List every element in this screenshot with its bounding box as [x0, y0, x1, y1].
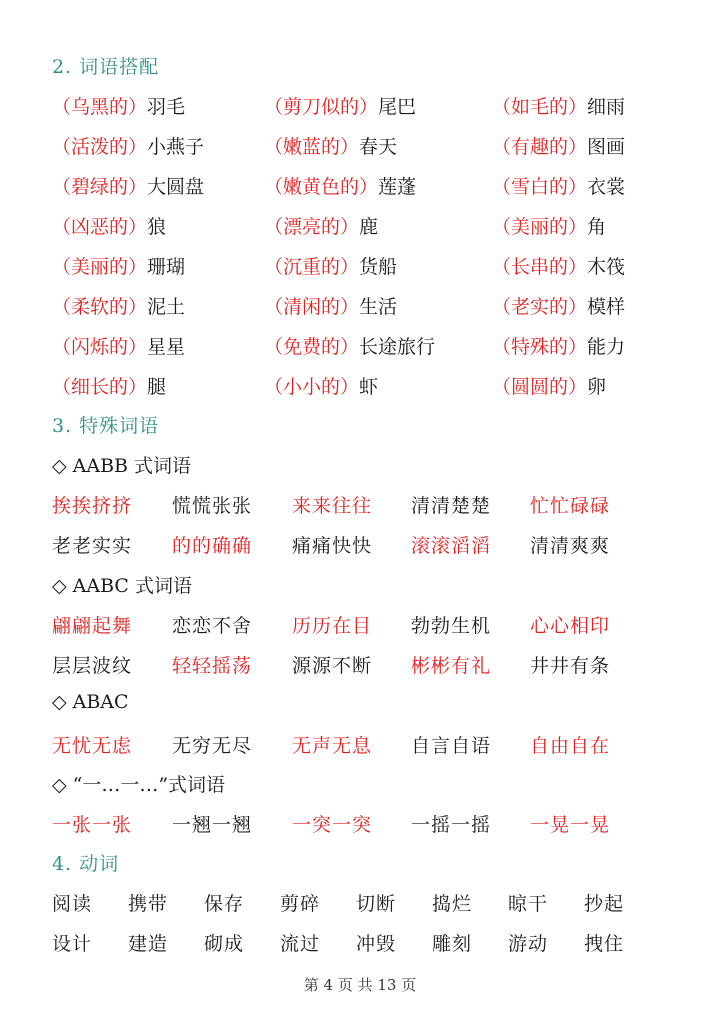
collocation-adjective: 柔软的: [71, 296, 129, 318]
collocation-noun: 模样: [587, 296, 626, 318]
paren-close: ）: [359, 176, 379, 198]
verb-item: 砌成: [204, 933, 245, 955]
collocation-row: [52, 332, 712, 372]
collocation-noun: 珊瑚: [147, 256, 186, 278]
paren-open: （: [52, 256, 72, 278]
verb-row: [52, 929, 712, 969]
collocation-adjective: 沉重的: [283, 256, 341, 278]
collocation-noun: 鹿: [359, 216, 379, 238]
verb-item: 建造: [128, 933, 169, 955]
collocation-pair: [264, 252, 397, 279]
collocation-noun: 细雨: [587, 96, 626, 118]
word-item: 勃勃生机: [411, 615, 492, 637]
verb-item: 拽住: [584, 933, 625, 955]
paren-close: ）: [128, 296, 148, 318]
paren-close: ）: [568, 176, 588, 198]
subheading-abac-label: ABAC: [72, 691, 129, 713]
word-item: 无忧无虑: [52, 735, 133, 757]
paren-open: （: [52, 296, 72, 318]
collocation-noun: 狼: [147, 216, 167, 238]
paren-open: （: [264, 96, 284, 118]
paren-open: （: [264, 216, 284, 238]
word-item: 慌慌张张: [172, 495, 253, 517]
collocation-adjective: 免费的: [283, 336, 341, 358]
word-item: 滚滚滔滔: [411, 535, 492, 557]
paren-close: ）: [340, 296, 360, 318]
word-item: 的的确确: [172, 535, 253, 557]
word-item: 恋恋不舍: [172, 615, 253, 637]
collocation-noun: 大圆盘: [147, 176, 205, 198]
word-item: 无声无息: [292, 735, 373, 757]
collocation-adjective: 碧绿的: [71, 176, 129, 198]
paren-close: ）: [340, 376, 360, 398]
word-row: [52, 810, 712, 850]
paren-close: ）: [340, 136, 360, 158]
collocation-pair: [52, 212, 166, 239]
subheading-abac: [52, 691, 129, 713]
paren-close: ）: [568, 216, 588, 238]
collocation-adjective: 闪烁的: [71, 336, 129, 358]
collocation-pair: [52, 92, 185, 119]
diamond-icon: ◇: [52, 575, 67, 597]
collocation-row: [52, 292, 712, 332]
collocation-adjective: 小小的: [283, 376, 341, 398]
paren-close: ）: [340, 256, 360, 278]
collocation-adjective: 剪刀似的: [283, 96, 360, 118]
paren-close: ）: [568, 296, 588, 318]
collocation-pair: [264, 92, 416, 119]
verb-item: 切断: [356, 893, 397, 915]
paren-open: （: [492, 136, 512, 158]
collocation-adjective: 嫩蓝的: [283, 136, 341, 158]
collocation-adjective: 美丽的: [511, 216, 569, 238]
verb-item: 雕刻: [432, 933, 473, 955]
word-item: 清清楚楚: [411, 495, 492, 517]
word-item: 来来往往: [292, 495, 373, 517]
subheading-aabc-label: AABC 式词语: [72, 575, 192, 597]
word-item: 源源不断: [292, 655, 373, 677]
collocation-pair: [52, 372, 166, 399]
paren-open: （: [264, 296, 284, 318]
paren-open: （: [264, 136, 284, 158]
collocation-pair: [52, 332, 185, 359]
paren-open: （: [264, 176, 284, 198]
collocation-adjective: 特殊的: [511, 336, 569, 358]
verb-item: 游动: [508, 933, 549, 955]
verb-item: 携带: [128, 893, 169, 915]
verb-item: 设计: [52, 933, 93, 955]
word-item: 一摇一摇: [411, 814, 492, 836]
collocation-adjective: 嫩黄色的: [283, 176, 360, 198]
subheading-yi-label: “一…一…”式词语: [72, 774, 226, 796]
section-title-collocation: 2. 词语搭配: [52, 56, 160, 78]
subheading-aabb-label: AABB 式词语: [72, 455, 192, 477]
collocation-pair: [264, 132, 397, 159]
paren-close: ）: [568, 336, 588, 358]
paren-close: ）: [128, 336, 148, 358]
collocation-noun: 长途旅行: [359, 336, 436, 358]
verb-item: 冲毁: [356, 933, 397, 955]
verb-item: 阅读: [52, 893, 93, 915]
collocation-noun: 角: [587, 216, 607, 238]
collocation-pair: [264, 292, 397, 319]
verb-item: 捣烂: [432, 893, 473, 915]
collocation-noun: 衣裳: [587, 176, 626, 198]
paren-close: ）: [568, 256, 588, 278]
paren-open: （: [492, 296, 512, 318]
collocation-adjective: 凶恶的: [71, 216, 129, 238]
diamond-icon: ◇: [52, 774, 67, 796]
word-row: [52, 491, 712, 531]
collocation-adjective: 清闲的: [283, 296, 341, 318]
word-row: [52, 651, 712, 691]
collocation-noun: 泥土: [147, 296, 186, 318]
word-item: 心心相印: [530, 615, 611, 637]
collocation-pair: [264, 372, 378, 399]
word-item: 清清爽爽: [530, 535, 611, 557]
verb-row: [52, 889, 712, 929]
word-item: 层层波纹: [52, 655, 133, 677]
paren-open: （: [52, 96, 72, 118]
word-row: [52, 731, 712, 771]
word-item: 彬彬有礼: [411, 655, 492, 677]
collocation-noun: 卵: [587, 376, 607, 398]
paren-close: ）: [128, 216, 148, 238]
collocation-noun: 小燕子: [147, 136, 205, 158]
word-item: 一张一张: [52, 814, 133, 836]
paren-open: （: [492, 96, 512, 118]
verb-item: 保存: [204, 893, 245, 915]
verb-item: 抄起: [584, 893, 625, 915]
word-item: 痛痛快快: [292, 535, 373, 557]
collocation-adjective: 长串的: [511, 256, 569, 278]
word-row: [52, 531, 712, 571]
paren-open: （: [492, 216, 512, 238]
paren-close: ）: [128, 256, 148, 278]
paren-close: ）: [340, 336, 360, 358]
collocation-pair: [492, 292, 625, 319]
collocation-adjective: 细长的: [71, 376, 129, 398]
paren-close: ）: [128, 136, 148, 158]
collocation-noun: 木筏: [587, 256, 626, 278]
collocation-noun: 星星: [147, 336, 186, 358]
collocation-noun: 虾: [359, 376, 379, 398]
paren-open: （: [264, 376, 284, 398]
collocation-adjective: 老实的: [511, 296, 569, 318]
collocation-adjective: 美丽的: [71, 256, 129, 278]
paren-close: ）: [568, 136, 588, 158]
collocation-row: [52, 92, 712, 132]
paren-open: （: [52, 176, 72, 198]
word-row: [52, 611, 712, 651]
collocation-adjective: 活泼的: [71, 136, 129, 158]
paren-close: ）: [128, 376, 148, 398]
diamond-icon: ◇: [52, 691, 67, 713]
collocation-pair: [264, 212, 378, 239]
word-item: 一翘一翘: [172, 814, 253, 836]
paren-close: ）: [128, 176, 148, 198]
collocation-pair: [52, 292, 185, 319]
paren-open: （: [52, 376, 72, 398]
paren-close: ）: [128, 96, 148, 118]
word-item: 一突一突: [292, 814, 373, 836]
collocation-pair: [492, 372, 606, 399]
word-item: 自言自语: [411, 735, 492, 757]
collocation-pair: [52, 172, 204, 199]
word-item: 忙忙碌碌: [530, 495, 611, 517]
paren-open: （: [52, 216, 72, 238]
collocation-pair: [264, 172, 416, 199]
word-item: 历历在目: [292, 615, 373, 637]
collocation-pair: [52, 132, 204, 159]
word-item: 自由自在: [530, 735, 611, 757]
paren-close: ）: [568, 376, 588, 398]
subheading-yi: [52, 770, 225, 797]
verb-item: 剪碎: [280, 893, 321, 915]
collocation-pair: [52, 252, 185, 279]
paren-open: （: [264, 336, 284, 358]
verb-item: 晾干: [508, 893, 549, 915]
collocation-noun: 货船: [359, 256, 398, 278]
subheading-aabc: [52, 571, 192, 598]
collocation-adjective: 有趣的: [511, 136, 569, 158]
collocation-pair: [492, 92, 625, 119]
collocation-row: [52, 252, 712, 292]
paren-open: （: [492, 176, 512, 198]
verb-item: 流过: [280, 933, 321, 955]
collocation-noun: 图画: [587, 136, 626, 158]
collocation-row: [52, 132, 712, 172]
diamond-icon: ◇: [52, 455, 67, 477]
collocation-noun: 能力: [587, 336, 626, 358]
page-footer: 第 4 页 共 13 页: [303, 976, 417, 994]
collocation-pair: [492, 132, 625, 159]
collocation-noun: 春天: [359, 136, 398, 158]
collocation-pair: [264, 332, 435, 359]
collocation-adjective: 雪白的: [511, 176, 569, 198]
collocation-adjective: 乌黑的: [71, 96, 129, 118]
word-item: 轻轻摇荡: [172, 655, 253, 677]
word-item: 老老实实: [52, 535, 133, 557]
collocation-noun: 莲蓬: [378, 176, 417, 198]
paren-close: ）: [359, 96, 379, 118]
word-item: 翩翩起舞: [52, 615, 133, 637]
paren-open: （: [264, 256, 284, 278]
paren-open: （: [52, 336, 72, 358]
paren-close: ）: [568, 96, 588, 118]
collocation-pair: [492, 212, 606, 239]
collocation-adjective: 如毛的: [511, 96, 569, 118]
collocation-pair: [492, 332, 625, 359]
paren-open: （: [492, 376, 512, 398]
section-title-verbs: 4. 动词: [52, 853, 120, 875]
collocation-adjective: 圆圆的: [511, 376, 569, 398]
collocation-pair: [492, 252, 625, 279]
collocation-noun: 羽毛: [147, 96, 186, 118]
subheading-aabb: [52, 451, 191, 478]
collocation-row: [52, 372, 712, 412]
section-title-special-words: 3. 特殊词语: [52, 415, 160, 437]
paren-open: （: [52, 136, 72, 158]
paren-open: （: [492, 336, 512, 358]
word-item: 挨挨挤挤: [52, 495, 133, 517]
collocation-noun: 生活: [359, 296, 398, 318]
paren-open: （: [492, 256, 512, 278]
collocation-noun: 尾巴: [378, 96, 417, 118]
word-item: 井井有条: [530, 655, 611, 677]
word-item: 一晃一晃: [530, 814, 611, 836]
word-item: 无穷无尽: [172, 735, 253, 757]
collocation-pair: [492, 172, 625, 199]
collocation-row: [52, 172, 712, 212]
collocation-adjective: 漂亮的: [283, 216, 341, 238]
paren-close: ）: [340, 216, 360, 238]
collocation-row: [52, 212, 712, 252]
collocation-noun: 腿: [147, 376, 167, 398]
